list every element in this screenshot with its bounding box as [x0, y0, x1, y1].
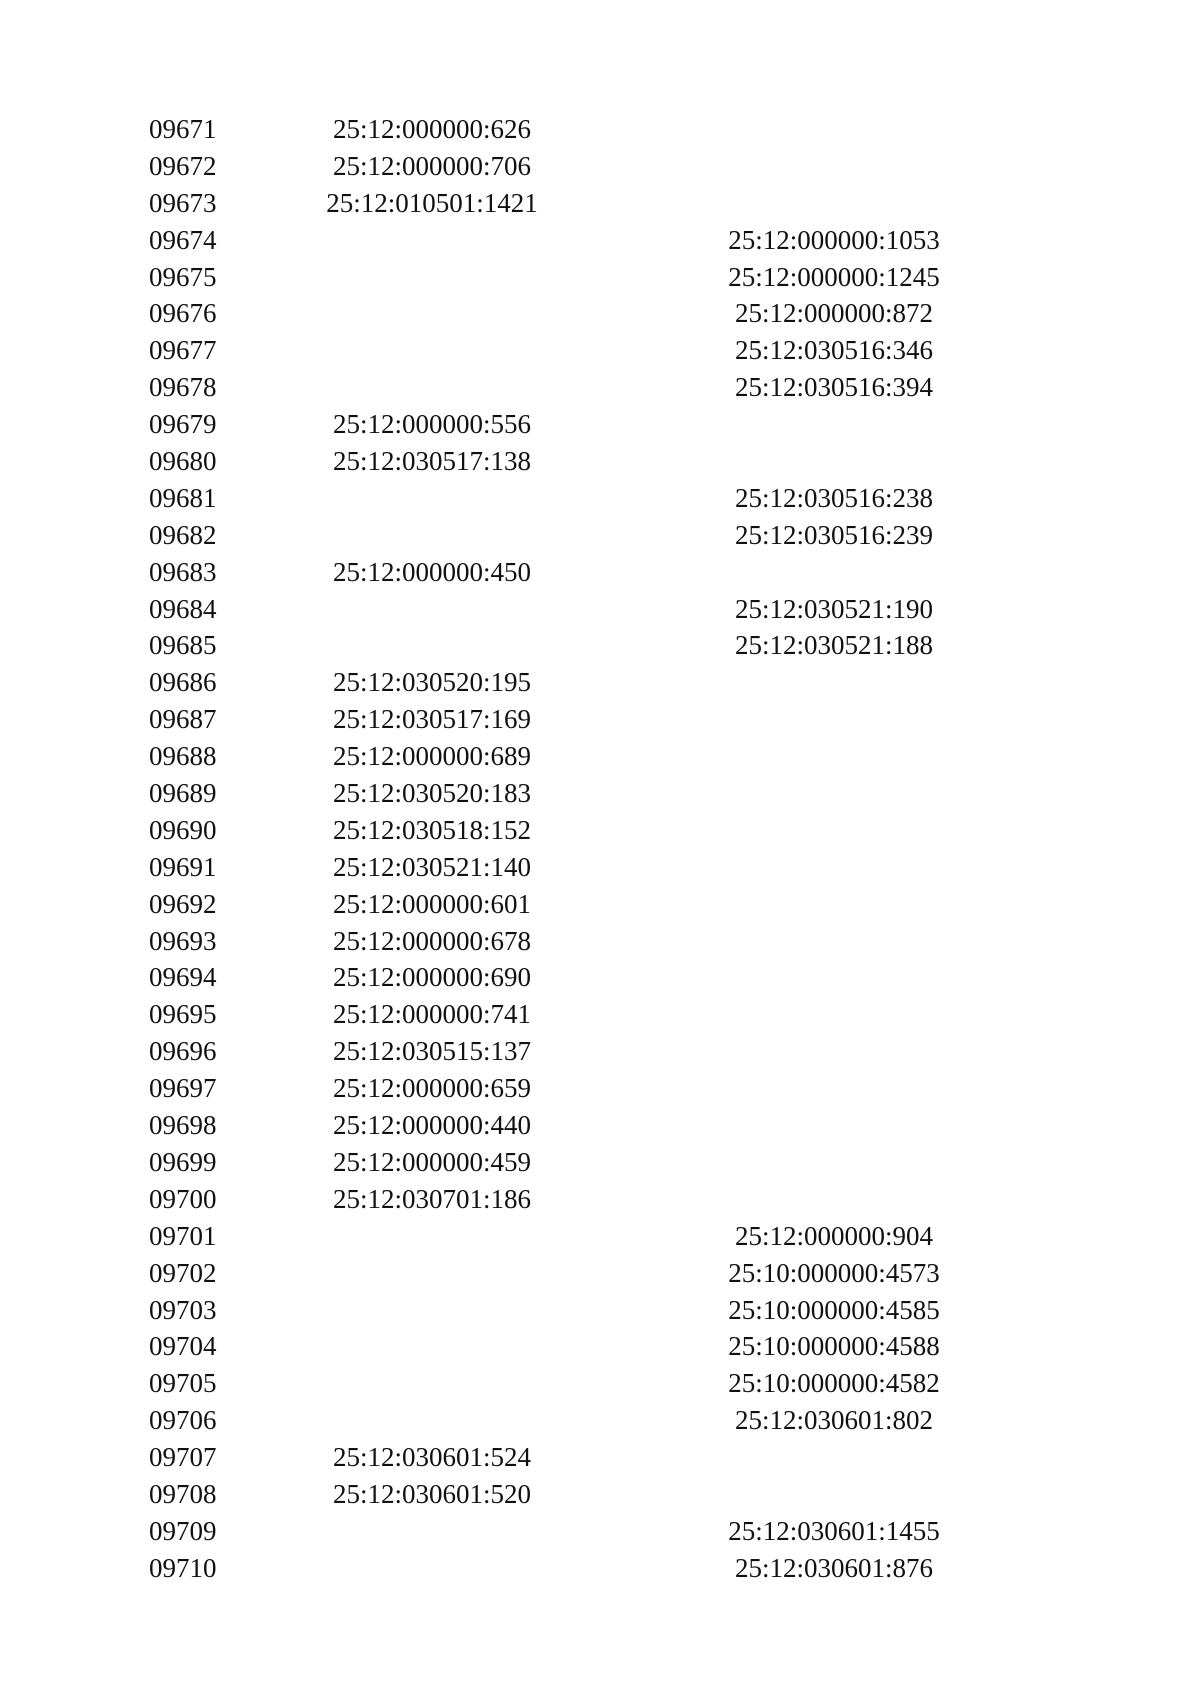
table-row — [0, 664, 1200, 701]
table-row — [0, 1070, 1200, 1107]
row-number: 09685 — [149, 630, 217, 661]
cadastral-number-left: 25:12:030515:137 — [332, 1036, 532, 1067]
table-row — [0, 701, 1200, 738]
cadastral-number-right: 25:10:000000:4573 — [728, 1257, 940, 1288]
cadastral-number-left: 25:12:000000:626 — [332, 114, 532, 144]
table-row — [0, 1292, 1200, 1329]
cadastral-number-left: 25:12:000000:440 — [332, 1110, 532, 1141]
cadastral-number-right: 25:10:000000:4585 — [728, 1294, 940, 1325]
table-row — [0, 886, 1200, 923]
table-row — [0, 406, 1200, 443]
cadastral-number-left: 25:12:030517:169 — [332, 704, 532, 735]
table-row — [0, 222, 1200, 259]
row-number: 09686 — [149, 667, 217, 698]
cadastral-number-left: 25:12:030517:138 — [332, 446, 532, 477]
row-number: 09690 — [149, 814, 217, 845]
row-number: 09688 — [149, 741, 217, 772]
row-number: 09673 — [149, 187, 217, 218]
table-row — [0, 332, 1200, 369]
table-row — [0, 738, 1200, 775]
cadastral-number-left: 25:12:030518:152 — [332, 814, 532, 845]
table-row — [0, 185, 1200, 222]
cadastral-number-left: 25:12:000000:601 — [332, 888, 532, 919]
row-number: 09687 — [149, 704, 217, 735]
cadastral-number-left: 25:12:000000:659 — [332, 1073, 532, 1104]
cadastral-number-left: 25:12:000000:678 — [332, 925, 532, 956]
row-number: 09677 — [149, 335, 217, 366]
cadastral-number-left: 25:12:000000:459 — [332, 1146, 532, 1177]
table-row — [0, 554, 1200, 591]
row-number: 09705 — [149, 1368, 217, 1399]
cadastral-number-right: 25:12:000000:1053 — [728, 224, 940, 255]
table-row — [0, 148, 1200, 185]
row-number: 09698 — [149, 1110, 217, 1141]
table-row — [0, 111, 1200, 148]
cadastral-number-left: 25:12:000000:556 — [332, 409, 532, 440]
cadastral-number-right: 25:12:030516:238 — [734, 482, 934, 513]
row-number: 09696 — [149, 1036, 217, 1067]
table-row — [0, 259, 1200, 296]
table-row — [0, 1144, 1200, 1181]
cadastral-number-left: 25:12:000000:689 — [332, 741, 532, 772]
cadastral-number-left: 25:12:030520:195 — [332, 667, 532, 698]
table-row — [0, 1255, 1200, 1292]
table-row — [0, 480, 1200, 517]
row-number: 09681 — [149, 482, 217, 513]
row-number: 09674 — [149, 224, 217, 255]
table-row — [0, 517, 1200, 554]
table-row — [0, 295, 1200, 332]
row-number: 09692 — [149, 888, 217, 919]
cadastral-number-right: 25:12:000000:872 — [734, 298, 934, 329]
cadastral-number-left: 25:12:000000:706 — [332, 150, 532, 181]
table-row — [0, 1328, 1200, 1365]
table-row — [0, 1439, 1200, 1476]
cadastral-number-right: 25:12:030516:394 — [734, 372, 934, 403]
row-number: 09679 — [149, 409, 217, 440]
row-number: 09709 — [149, 1515, 217, 1546]
row-number: 09700 — [149, 1183, 217, 1214]
row-number: 09707 — [149, 1442, 217, 1473]
cadastral-table — [0, 111, 1200, 1587]
row-number: 09694 — [149, 962, 217, 993]
cadastral-number-left: 25:12:010501:1421 — [326, 187, 538, 218]
row-number: 09710 — [149, 1552, 217, 1583]
row-number: 09701 — [149, 1220, 217, 1251]
table-row — [0, 812, 1200, 849]
row-number: 09671 — [149, 114, 217, 144]
row-number: 09675 — [149, 261, 217, 292]
cadastral-number-right: 25:12:030521:190 — [734, 593, 934, 624]
table-row — [0, 1402, 1200, 1439]
table-row — [0, 849, 1200, 886]
table-row — [0, 369, 1200, 406]
row-number: 09699 — [149, 1146, 217, 1177]
cadastral-number-right: 25:12:030516:346 — [734, 335, 934, 366]
row-number: 09683 — [149, 556, 217, 587]
row-number: 09672 — [149, 150, 217, 181]
table-row — [0, 591, 1200, 628]
row-number: 09703 — [149, 1294, 217, 1325]
table-row — [0, 923, 1200, 960]
row-number: 09708 — [149, 1478, 217, 1509]
table-row — [0, 443, 1200, 480]
cadastral-number-left: 25:12:030521:140 — [332, 851, 532, 882]
cadastral-number-left: 25:12:000000:690 — [332, 962, 532, 993]
table-row — [0, 1218, 1200, 1255]
table-row — [0, 775, 1200, 812]
cadastral-number-right: 25:12:030516:239 — [734, 519, 934, 550]
row-number: 09680 — [149, 446, 217, 477]
row-number: 09693 — [149, 925, 217, 956]
cadastral-number-left: 25:12:030601:524 — [332, 1442, 532, 1473]
cadastral-number-left: 25:12:030701:186 — [332, 1183, 532, 1214]
cadastral-number-right: 25:12:000000:904 — [734, 1220, 934, 1251]
cadastral-number-left: 25:12:030520:183 — [332, 778, 532, 809]
row-number: 09678 — [149, 372, 217, 403]
cadastral-number-right: 25:12:000000:1245 — [728, 261, 940, 292]
row-number: 09704 — [149, 1331, 217, 1362]
cadastral-number-left: 25:12:030601:520 — [332, 1478, 532, 1509]
row-number: 09695 — [149, 999, 217, 1030]
table-row — [0, 1033, 1200, 1070]
table-row — [0, 627, 1200, 664]
row-number: 09691 — [149, 851, 217, 882]
row-number: 09682 — [149, 519, 217, 550]
row-number: 09706 — [149, 1405, 217, 1436]
cadastral-number-right: 25:12:030601:1455 — [728, 1515, 940, 1546]
row-number: 09684 — [149, 593, 217, 624]
row-number: 09702 — [149, 1257, 217, 1288]
cadastral-number-left: 25:12:000000:741 — [332, 999, 532, 1030]
table-row — [0, 1107, 1200, 1144]
cadastral-number-right: 25:12:030601:802 — [734, 1405, 934, 1436]
cadastral-number-right: 25:10:000000:4582 — [728, 1368, 940, 1399]
cadastral-number-right: 25:12:030521:188 — [734, 630, 934, 661]
table-row — [0, 996, 1200, 1033]
row-number: 09676 — [149, 298, 217, 329]
table-row — [0, 1365, 1200, 1402]
table-row — [0, 959, 1200, 996]
cadastral-number-right: 25:10:000000:4588 — [728, 1331, 940, 1362]
table-row — [0, 1550, 1200, 1587]
row-number: 09697 — [149, 1073, 217, 1104]
row-number: 09689 — [149, 778, 217, 809]
table-row — [0, 1476, 1200, 1513]
cadastral-number-right: 25:12:030601:876 — [734, 1552, 934, 1583]
table-row — [0, 1513, 1200, 1550]
cadastral-number-left: 25:12:000000:450 — [332, 556, 532, 587]
table-row — [0, 1181, 1200, 1218]
